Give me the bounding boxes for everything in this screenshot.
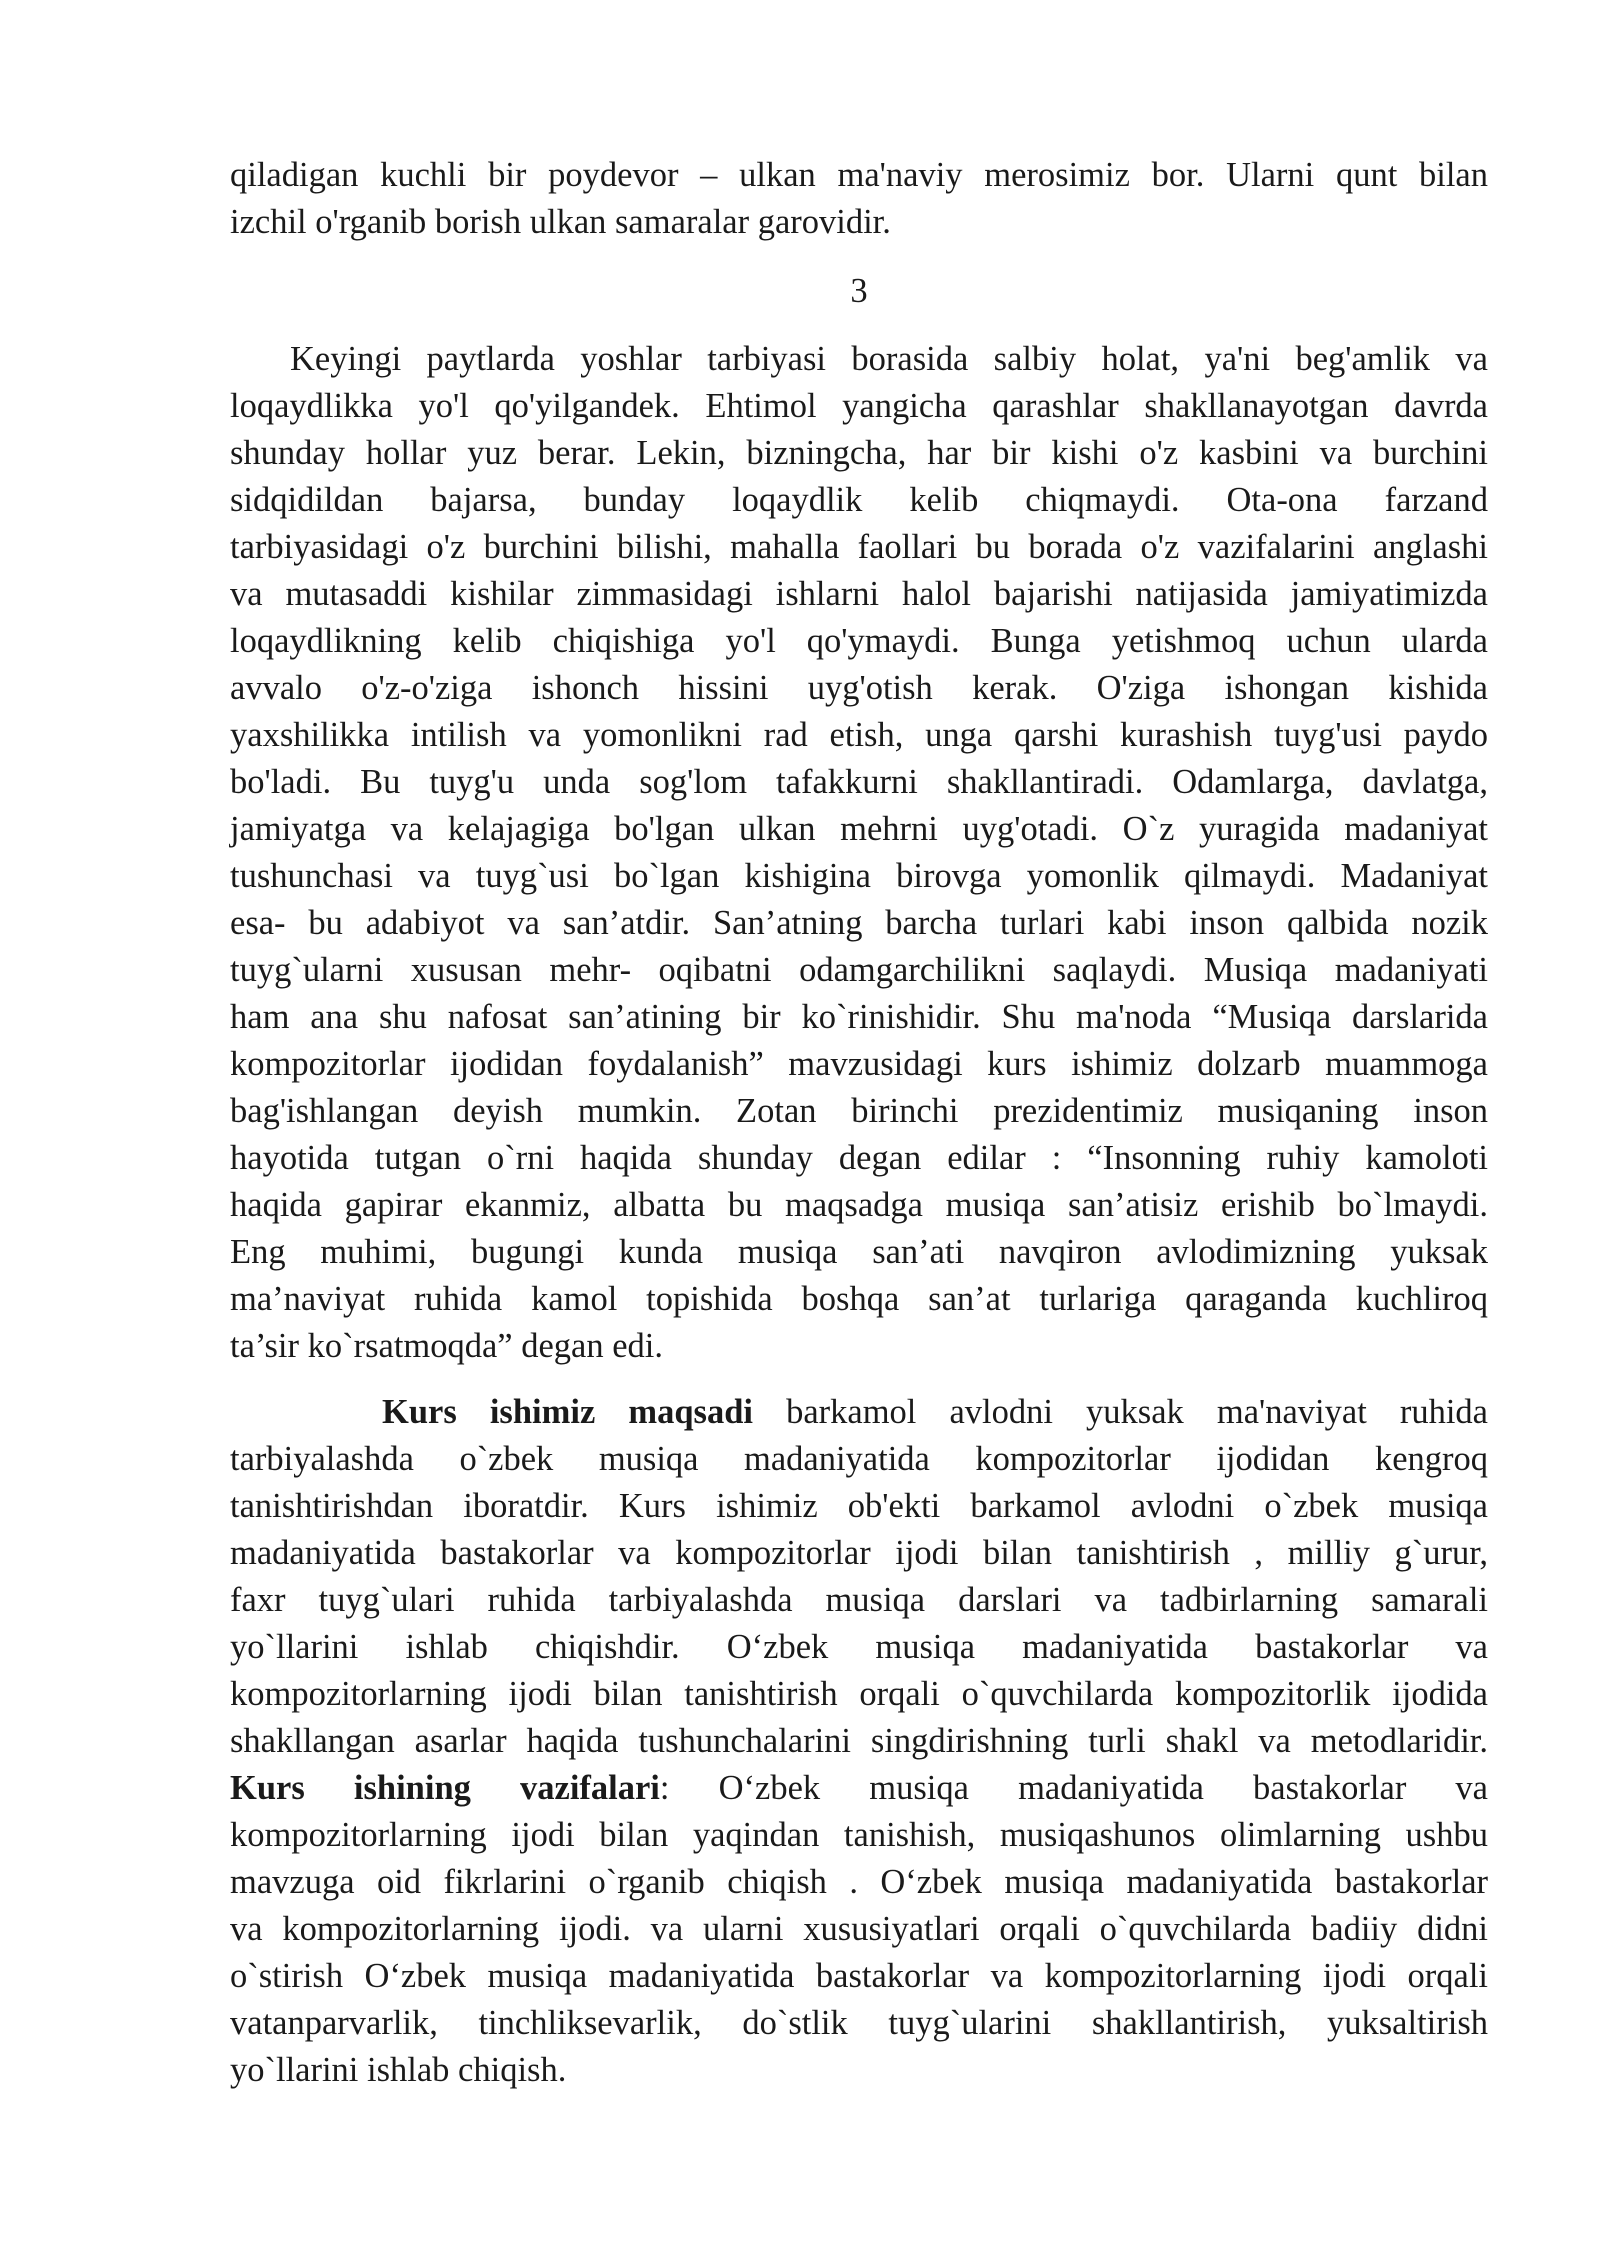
text-line: Keyingi paytlarda yoshlar tarbiyasi borasida salbiy holat, ya'ni beg'amlik va [290, 340, 1488, 378]
text-line: Eng muhimi, bugungi kunda musiqa san’ati navqiron avlodimizning yuksak [230, 1233, 1488, 1271]
text-line: yo`llarini ishlab chiqish. [230, 2051, 567, 2089]
paragraph-heading-vazifalar: Kurs ishining vazifalari [230, 1769, 660, 1807]
text-line [230, 1765, 1488, 1812]
text-line: shunday hollar yuz berar. Lekin, bizningcha, har bir kishi o'z kasbini va burchini [230, 434, 1488, 472]
heading-line-text: barkamol avlodni yuksak ma'naviyat ruhida [753, 1393, 1488, 1431]
text-line: yaxshilikka intilish va yomonlikni rad etish, unga qarshi kurashish tuyg'usi paydo [230, 716, 1488, 754]
paragraph-heading-maqsad: Kurs ishimiz maqsadi [382, 1393, 753, 1431]
heading-colon: : [659, 1769, 670, 1807]
text-line: ham ana shu nafosat san’atining bir ko`rinishidir. Shu ma'noda “Musiqa darslarida [230, 998, 1488, 1036]
text-line: haqida gapirar ekanmiz, albatta bu maqsadga musiqa san’atisiz erishib bo`lmaydi. [230, 1186, 1488, 1224]
text-line: tuyg`ularni xususan mehr- oqibatni odamgarchilikni saqlaydi. Musiqa madaniyati [230, 951, 1488, 989]
paragraph-1 [230, 336, 1488, 1370]
text-line: shakllangan asarlar haqida tushunchalarini singdirishning turli shakl va metodlaridir. [230, 1722, 1488, 1760]
text-line: tarbiyasidagi o'z burchini bilishi, mahalla faollari bu borada o'z vazifalarini anglashi [230, 528, 1488, 566]
text-line: tanishtirishdan iboratdir. Kurs ishimiz ob'ekti barkamol avlodni o`zbek musiqa [230, 1487, 1488, 1525]
page-number: 3 [850, 272, 868, 310]
text-line: bo'ladi. Bu tuyg'u unda sog'lom tafakkurni shakllantiradi. Odamlarga, davlatga, [230, 763, 1488, 801]
text-line: jamiyatga va kelajagiga bo'lgan ulkan mehrni uyg'otadi. O`z yuragida madaniyat [230, 810, 1488, 848]
text-line: ma’naviyat ruhida kamol topishida boshqa san’at turlariga qaraganda kuchliroq [230, 1280, 1488, 1318]
text-line: va mutasaddi kishilar zimmasidagi ishlarni halol bajarishi natijasida jamiyatimizda [230, 575, 1488, 613]
text-line [230, 1389, 1488, 1436]
top-paragraph [230, 152, 1488, 246]
text-line: avvalo o'z-o'ziga ishonch hissini uyg'otish kerak. O'ziga ishongan kishida [230, 669, 1488, 707]
text-line: esa- bu adabiyot va san’atdir. San’atning barcha turlari kabi inson qalbida nozik [230, 904, 1488, 942]
text-line: tushunchasi va tuyg`usi bo`lgan kishigina birovga yomonlik qilmaydi. Madaniyat [230, 857, 1488, 895]
text-line: qiladigan kuchli bir poydevor – ulkan ma'naviy merosimiz bor. Ularni qunt bilan [230, 156, 1488, 194]
text-line: loqaydlikning kelib chiqishiga yo'l qo'ymaydi. Bunga yetishmoq uchun ularda [230, 622, 1488, 660]
text-line: loqaydlikka yo'l qo'yilgandek. Ehtimol yangicha qarashlar shakllanayotgan davrda [230, 387, 1488, 425]
text-line: kompozitorlarning ijodi bilan yaqindan tanishish, musiqashunos olimlarning ushbu [230, 1816, 1488, 1854]
text-line: yo`llarini ishlab chiqishdir. O‘zbek musiqa madaniyatida bastakorlar va [230, 1628, 1488, 1666]
text-line: o`stirish O‘zbek musiqa madaniyatida bastakorlar va kompozitorlarning ijodi orqali [230, 1957, 1488, 1995]
text-line: hayotida tutgan o`rni haqida shunday degan edilar : “Insonning ruhiy kamoloti [230, 1139, 1488, 1177]
text-line: kompozitorlarning ijodi bilan tanishtirish orqali o`quvchilarda kompozitorlik ijodida [230, 1675, 1488, 1713]
text-line: sidqidildan bajarsa, bunday loqaydlik kelib chiqmaydi. Ota-ona farzand [230, 481, 1488, 519]
text-line: bag'ishlangan deyish mumkin. Zotan birinchi prezidentimiz musiqaning inson [230, 1092, 1488, 1130]
heading-line-text: O‘zbek musiqa madaniyatida bastakorlar va [669, 1769, 1488, 1807]
text-line: ta’sir ko`rsatmoqda” degan edi. [230, 1327, 664, 1365]
paragraph-2 [230, 1389, 1488, 2094]
text-line: izchil o'rganib borish ulkan samaralar garovidir. [230, 203, 891, 241]
text-line: faxr tuyg`ulari ruhida tarbiyalashda musiqa darslari va tadbirlarning samarali [230, 1581, 1488, 1619]
text-line: madaniyatida bastakorlar va kompozitorlar ijodi bilan tanishtirish , milliy g`urur, [230, 1534, 1488, 1572]
text-line: kompozitorlar ijodidan foydalanish” mavzusidagi kurs ishimiz dolzarb muammoga [230, 1045, 1488, 1083]
text-line: vatanparvarlik, tinchliksevarlik, do`stlik tuyg`ularini shakllantirish, yuksaltirish [230, 2004, 1488, 2042]
text-line: va kompozitorlarning ijodi. va ularni xususiyatlari orqali o`quvchilarda badiiy didni [230, 1910, 1488, 1948]
text-line: tarbiyalashda o`zbek musiqa madaniyatida kompozitorlar ijodidan kengroq [230, 1440, 1488, 1478]
text-line: mavzuga oid fikrlarini o`rganib chiqish . O‘zbek musiqa madaniyatida bastakorlar [230, 1863, 1488, 1901]
